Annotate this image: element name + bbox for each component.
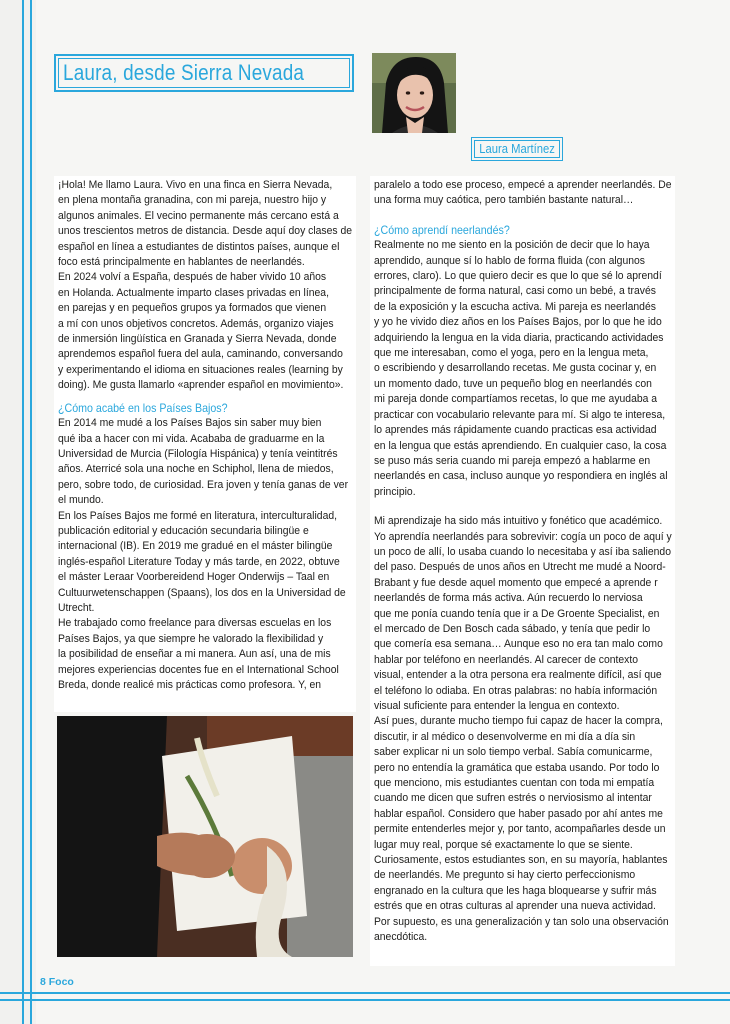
article-title-box [54, 54, 354, 92]
border-line-bottom-upper [0, 992, 730, 994]
text-line: permite entenderles mejor y, por tanto, acompañarles desde un [374, 823, 666, 836]
text-line: que menciono, mis estudiantes cuentan con toda mi empatía [374, 777, 655, 790]
text-line: En los Países Bajos me formé en literatura, interculturalidad, [58, 509, 338, 522]
article-title: Laura, desde Sierra Nevada [63, 60, 305, 85]
text-line: He trabajado como freelance para diversas escuelas en los [58, 617, 332, 630]
text-line: neerlandés de forma más activa. Aún recuerdo lo nerviosa [374, 592, 643, 605]
text-line: Mi aprendizaje ha sido más intuitivo y fonético que académico. [374, 515, 663, 528]
text-line: del paso. Después de unos años en Utrecht me mudé a Noord- [374, 561, 666, 574]
text-line: el máster Leraar Voorbereidend Hoger Onderwijs – Taal en [58, 571, 330, 584]
border-line-left-outer [22, 0, 24, 1024]
text-line: visual, entender a la otra persona era realmente difícil, así que [374, 669, 662, 682]
text-line: el teléfono lo odiaba. En otras palabras: no había información [374, 684, 658, 697]
text-line: saber explicar ni un solo tiempo verbal. Sabía comunicarme, [374, 746, 653, 759]
text-line: principalmente de forma natural, casi como un bebé, a través [374, 285, 656, 298]
text-line: pero no entendía la gramática que estaba usando. Por todo lo [374, 761, 660, 774]
text-line: mi pareja donde compartíamos recetas, lo que me ayudaba a [374, 393, 658, 406]
text-line: Universidad de Murcia (Filología Hispánica) y tenía veintitrés [58, 447, 338, 460]
left-column [54, 176, 356, 712]
text-line: en plena montaña granadina, con mi pareja, nuestro hijo y [58, 194, 327, 207]
text-line: en parejas y en pequeños grupos ya formados que vienen [58, 302, 327, 315]
text-line: un poco de allí, lo usaba cuando lo necesitaba y así iba saliendo [374, 545, 672, 558]
text-line: Países Bajos, ya que siempre he valorado la flexibilidad y [58, 632, 324, 645]
text-line: discutir, ir al médico o desenvolverme en mi día a día sin [374, 730, 636, 743]
right-body-text-2 [374, 514, 671, 945]
text-line: ¡Hola! Me llamo Laura. Vivo en una finca en Sierra Nevada, [58, 179, 333, 191]
section-heading-paises-bajos: ¿Cómo acabé en los Países Bajos? [58, 401, 228, 415]
text-line: a mí con unos objetivos concretos. Además, organizo viajes [58, 317, 334, 330]
text-line: la posibilidad de enseñar a mi manera. Aun así, una de mis [58, 648, 331, 661]
text-line: errores, claro). Lo que quiero decir es que lo que sé lo aprendí [374, 270, 662, 283]
text-line: practicar con vocabulario relevante para mí. Si algo te interesa, [374, 408, 666, 421]
text-line: lugar muy real, porque sé exactamente lo que se siente. [374, 838, 633, 851]
right-body-text-1 [374, 238, 671, 500]
text-line: Yo aprendía neerlandés para sobrevivir: cogía un poco de aquí y [374, 530, 672, 543]
text-line: Breda, donde realicé mis prácticas como profesora. Y, en [58, 679, 322, 691]
page-footer: 8 Foco [40, 976, 74, 988]
text-line: unos trescientos metros de distancia. Desde aquí doy clases de [58, 225, 353, 238]
text-line: anecdótica. [374, 931, 428, 944]
text-line: foco está principalmente en hablantes de neerlandés. [58, 256, 305, 269]
text-line: engranado en la cultura que les haga bloquearse y sufrir más [374, 884, 657, 897]
text-line: que comería esa semana… Aunque eso no era tan malo como [374, 638, 663, 651]
text-line: Así pues, durante mucho tiempo fui capaz de hacer la compra, [374, 715, 663, 728]
text-line: Brabant y fue desde aquel momento que empecé a aprende r [374, 576, 658, 589]
text-line: Por supuesto, es una generalización y tan solo una observación [374, 915, 669, 928]
text-line: aprendemos español fuera del aula, caminando, conversando [58, 348, 343, 361]
text-line: qué iba a hacer con mi vida. Acababa de graduarme en la [58, 432, 325, 445]
text-line: una forma muy caótica, pero también bastante natural… [374, 194, 634, 207]
text-line: mejores experiencias docentes fue en el International School [58, 663, 339, 676]
text-line: que me ponía cuando tenía que ir a De Groente Specialist, en [374, 607, 660, 620]
text-line: Realmente no me siento en la posición de decir que lo haya [374, 239, 650, 252]
text-line: hablar español. Considero que haber pasado por ahí antes me [374, 807, 663, 820]
left-intro-text [58, 178, 352, 394]
author-portrait [372, 53, 456, 133]
text-line: internacional (IB). En 2019 me gradué en el máster bilingüe [58, 540, 333, 553]
right-top-text [374, 178, 671, 209]
text-line: de la exposición y la escucha activa. Mi pareja es neerlandés [374, 300, 656, 313]
text-line: y yo he vivido diez años en los Países Bajos, por lo que he ido [374, 316, 662, 329]
text-line: Curiosamente, estos estudiantes son, en su mayoría, hablantes [374, 854, 668, 867]
text-line: neerlandés en casa, incluso aunque yo respondiera en inglés al [374, 470, 668, 483]
author-name-box [471, 137, 563, 161]
text-line: lo aprendes más rápidamente cuando practicas esa actividad [374, 424, 657, 437]
text-line: de inmersión lingüística en Granada y Sierra Nevada, donde [58, 333, 337, 346]
text-line: un momento dado, tuve un pequeño blog en neerlandés con [374, 377, 652, 390]
text-line: aprendido, aunque sí lo hablo de forma fluida (con algunos [374, 254, 645, 267]
text-line: paralelo a todo ese proceso, empecé a aprender neerlandés. De [374, 179, 672, 191]
text-line: Cultuurwetenschappen (Spaans), los dos en la Universidad de [58, 586, 346, 599]
text-line: En 2024 volví a España, después de haber vivido 10 años [58, 271, 327, 284]
text-line: que me interesaban, como el yoga, pero en la lengua meta, [374, 347, 649, 360]
text-line: En 2014 me mudé a los Países Bajos sin saber muy bien [58, 417, 322, 430]
text-line: principio. [374, 485, 416, 498]
text-line: inglés-español Literature Today y más tarde, en 2022, obtuve [58, 555, 340, 568]
text-line: en la lengua que estás aprendiendo. En cualquier caso, la cosa [374, 439, 667, 452]
text-line: visual suficiente para entender la lengua en contexto. [374, 700, 620, 712]
border-line-left-inner [30, 0, 32, 1024]
text-line: en Holanda. Actualmente imparto clases privadas en línea, [58, 286, 329, 299]
classroom-photo [57, 716, 353, 957]
border-line-bottom-lower [0, 999, 730, 1001]
text-line: hablar por teléfono en neerlandés. Al carecer de contexto [374, 653, 639, 666]
text-line: el mundo. [58, 494, 104, 507]
text-line: años. Aterricé sola una noche en Schiphol, llena de miedos, [58, 463, 334, 476]
text-line: el mercado de Den Bosch cada sábado, y tenía que pedir lo [374, 622, 651, 635]
text-line: estrés que en otras culturas al aprender una nueva actividad. [374, 900, 656, 913]
text-line: doing). Me gusta llamarlo «aprender español en movimiento». [58, 379, 344, 392]
text-line: publicación editorial y educación secundaria bilingüe e [58, 524, 309, 537]
text-line: pero, sobre todo, de curiosidad. Era joven y tenía ganas de ver [58, 478, 349, 491]
text-line: adquiriendo la lengua en la vida diaria, practicando actividades [374, 331, 664, 344]
text-line: y experimentando el idioma en situaciones reales (learning by [58, 363, 343, 376]
author-name: Laura Martínez [479, 142, 555, 156]
text-line: algunos animales. El vecino permanente más cercano está a [58, 209, 339, 222]
text-line: Utrecht. [58, 601, 95, 614]
text-line: cuando me dicen que sufren estrés o nerviosismo al intentar [374, 792, 652, 805]
text-line: o escribiendo y desarrollando recetas. Me gusta cocinar y, en [374, 362, 657, 375]
section-heading-neerlandes: ¿Cómo aprendí neerlandés? [374, 223, 510, 237]
left-body-text [58, 416, 352, 693]
text-line: de neerlandés. Me pregunto si hay cierto perfeccionismo [374, 869, 636, 882]
right-column [370, 176, 675, 966]
text-line: se puso más seria cuando mi pareja empezó a hablarme en [374, 454, 651, 467]
text-line: español en línea a estudiantes de distintos países, aunque el [58, 240, 340, 253]
